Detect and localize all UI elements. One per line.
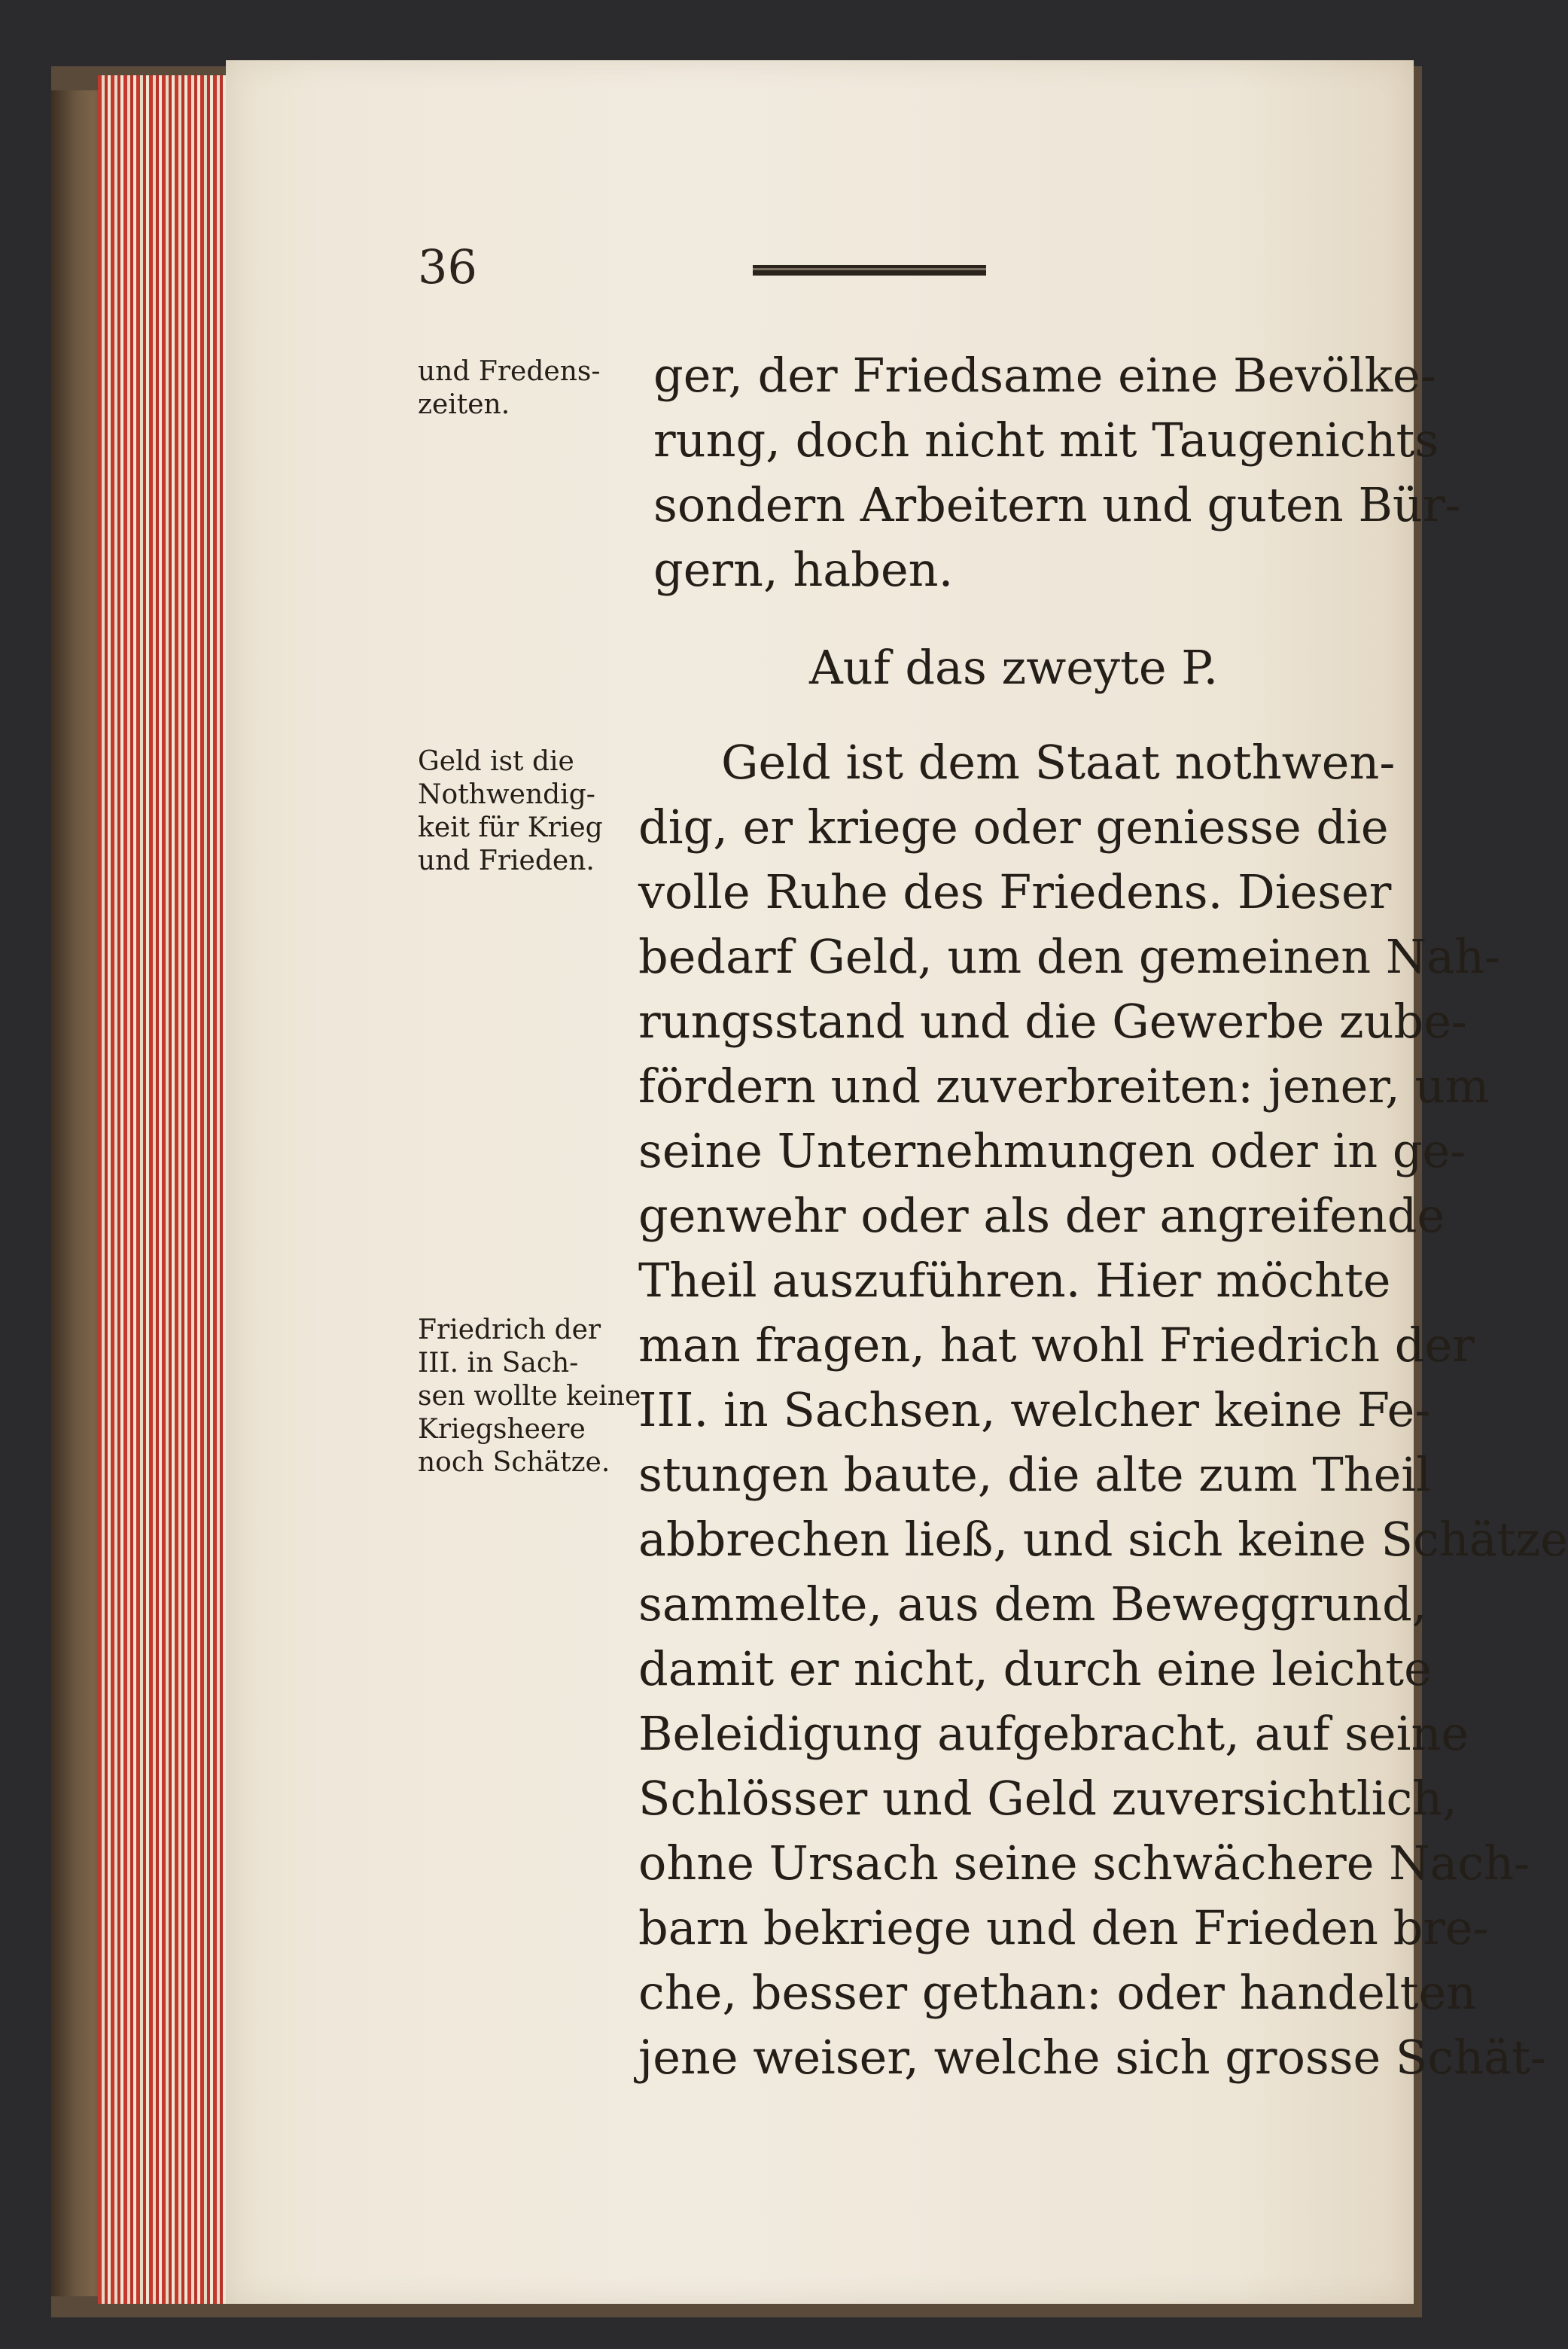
margin-note-2 [418, 745, 644, 878]
page-number: 36 [418, 239, 477, 294]
text-line: abbrechen ließ, und sich keine Schätze [638, 1512, 1568, 1567]
text-line: sondern Arbeitern und guten Bür- [653, 477, 1461, 532]
text-line: man fragen, hat wohl Friedrich der [638, 1318, 1475, 1373]
text-line: ger, der Friedsame eine Bevölke- [653, 348, 1436, 403]
text-line: rungsstand und die Gewerbe zube- [638, 994, 1467, 1049]
header-rule [753, 265, 986, 276]
text-line: bedarf Geld, um den gemeinen Nah- [638, 929, 1500, 984]
margin-note-3 [418, 1314, 644, 1479]
text-line: rung, doch nicht mit Taugenichts [653, 413, 1439, 468]
section-heading: Auf das zweyte P. [809, 640, 1219, 695]
text-line: fördern und zuverbreiten: jener, um [638, 1059, 1490, 1114]
paragraph-1 [653, 343, 1461, 602]
text-line: sammelte, aus dem Beweggrund, [638, 1577, 1427, 1632]
paragraph-2 [638, 730, 1568, 2090]
text-line: seine Unternehmungen oder in ge- [638, 1123, 1466, 1178]
margin-note-line: noch Schätze. [418, 1447, 610, 1478]
text-line: Geld ist dem Staat nothwen- [721, 735, 1396, 790]
margin-note-line: Geld ist die [418, 746, 574, 777]
text-line: che, besser gethan: oder handelten [638, 1965, 1477, 2020]
text-line: Theil auszuführen. Hier möchte [638, 1253, 1391, 1308]
margin-note-line: zeiten. [418, 389, 510, 420]
margin-note-1 [418, 355, 644, 422]
text-line: stungen baute, die alte zum Theil [638, 1447, 1431, 1502]
text-line: gern, haben. [653, 542, 954, 597]
margin-note-line: Friedrich der [418, 1315, 601, 1345]
margin-note-line: und Fredens- [418, 356, 601, 387]
text-line: volle Ruhe des Friedens. Dieser [638, 864, 1392, 919]
margin-note-line: und Frieden. [418, 845, 595, 876]
margin-note-line: III. in Sach- [418, 1348, 579, 1379]
margin-note-line: keit für Krieg [418, 812, 603, 843]
text-line: damit er nicht, durch eine leichte [638, 1641, 1432, 1696]
margin-note-line: Kriegsheere [418, 1414, 586, 1445]
text-line: dig, er kriege oder geniesse die [638, 800, 1389, 855]
margin-note-line: Nothwendig- [418, 779, 595, 810]
text-line: Schlösser und Geld zuversichtlich, [638, 1771, 1457, 1826]
text-line: ohne Ursach seine schwächere Nach- [638, 1836, 1530, 1890]
margin-note-line: sen wollte keine [418, 1381, 641, 1412]
text-line: III. in Sachsen, welcher keine Fe- [638, 1382, 1431, 1437]
text-line: jene weiser, welche sich grosse Schät- [638, 2030, 1546, 2085]
text-line: Beleidigung aufgebracht, auf seine [638, 1706, 1469, 1761]
text-line: barn bekriege und den Frieden bre- [638, 1900, 1489, 1955]
red-page-edges [98, 75, 237, 2304]
text-line: genwehr oder als der angreifende [638, 1188, 1445, 1243]
